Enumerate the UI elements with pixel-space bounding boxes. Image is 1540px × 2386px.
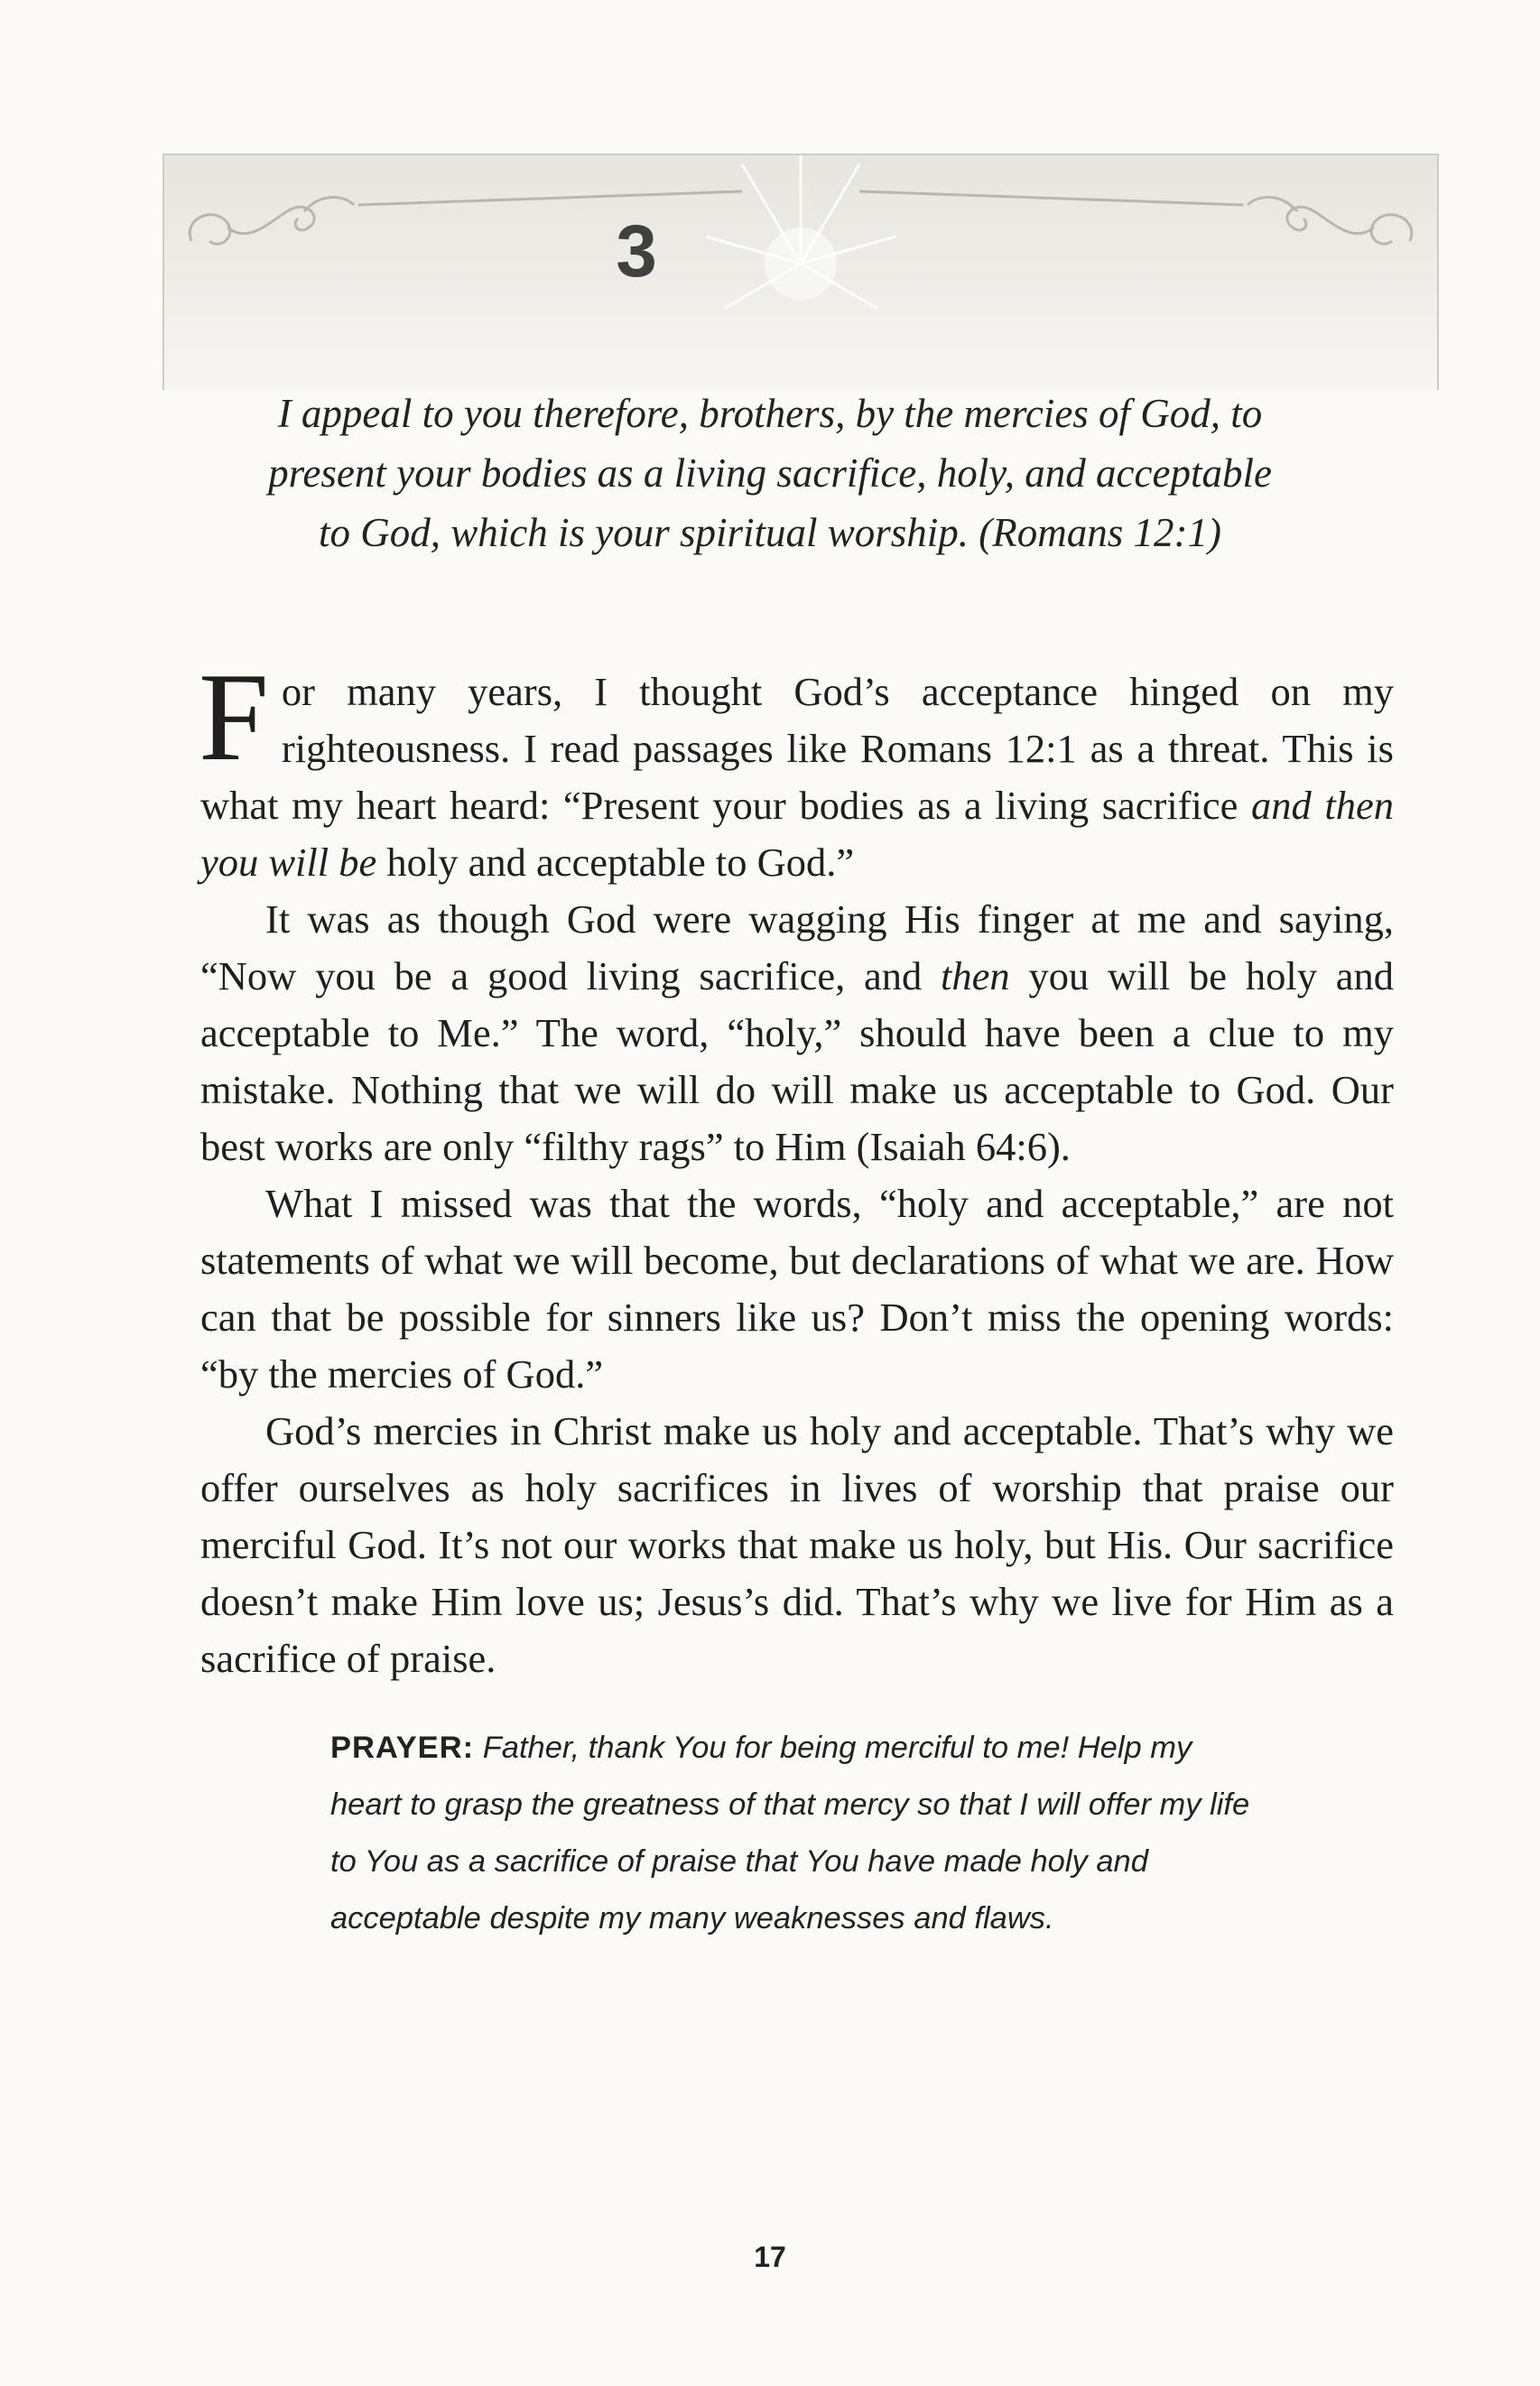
paragraph-text: holy and acceptable to God.” <box>376 840 855 885</box>
epigraph-line: present your bodies as a living sacrifice, holy, and acceptable <box>268 450 1272 496</box>
page-number: 17 <box>754 2241 786 2273</box>
paragraph: God’s mercies in Christ make us holy and acceptable. That’s why we offer ourselves as holy sacrifices in lives of worship that praise our merciful God. It’s not our works that make us holy, but His. Our sacrifice doesn’t make Him love us; Jesus’s did. That’s why we live for Him as a sacrifice of praise. <box>200 1408 1394 1681</box>
paragraph <box>200 891 1394 1175</box>
paragraph-text: you will be holy and acceptable to Me.” The word, “holy,” should have been a clue to my mistake. Nothing that we will do will make us acceptable to God. Our best works are only “filthy rags” to Him (Isaiah 64:6). <box>200 953 1394 1169</box>
paragraph: What I missed was that the words, “holy and acceptable,” are not statements of what we will become, but declarations of what we are. How can that be possible for sinners like us? Don’t miss the opening words: “by the mercies of God.” <box>200 1181 1394 1397</box>
paragraph-text: or many years, I thought God’s acceptance hinged on my righteousness. I read passages like Romans 12:1 as a threat. This is what my heart heard: “Present your bodies as a living sacrifice <box>200 669 1394 828</box>
epigraph-line: I appeal to you therefore, brothers, by the mercies of God, to <box>277 391 1263 436</box>
emphasis-text: then <box>941 953 1010 998</box>
prayer-text: Father, thank You for being merciful to me! Help my heart to grasp the greatness of that mercy so that I will offer my life to You as a sacrifice of praise that You have made holy and acceptable despite my many weaknesses and flaws. <box>330 1731 1250 1936</box>
devotional-body <box>199 647 1394 1687</box>
paragraph-text: It was as though God were wagging His finger at me and saying, “Now you be a good living sacrifice, and <box>200 896 1394 998</box>
emphasis-text: and then you will be <box>200 783 1394 885</box>
chapter-number: 3 <box>616 210 657 292</box>
drop-cap: F <box>199 647 269 787</box>
scripture-epigraph <box>253 384 1287 562</box>
prayer-label: PRAYER: <box>330 1731 475 1765</box>
paragraph <box>199 647 1394 891</box>
prayer-block <box>330 1720 1269 1947</box>
epigraph-line: to God, which is your spiritual worship. (Romans 12:1) <box>318 510 1222 555</box>
